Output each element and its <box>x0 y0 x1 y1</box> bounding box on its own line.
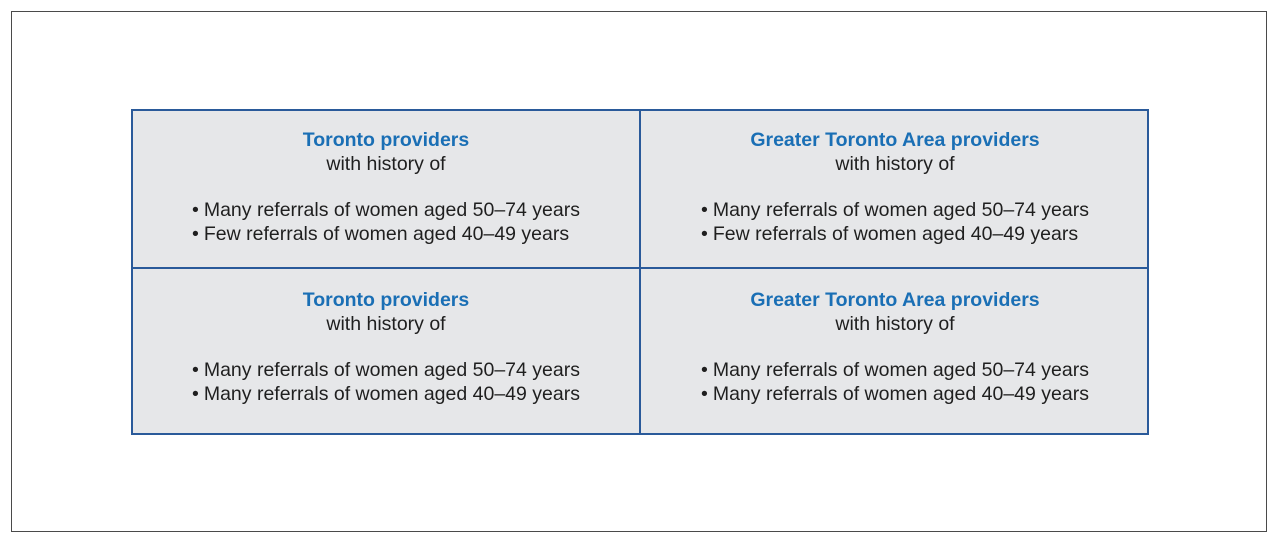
bullet-item: • Few referrals of women aged 40–49 years <box>192 222 580 246</box>
cell-title: Greater Toronto Area providers <box>750 129 1040 151</box>
bullet-item: • Many referrals of women aged 50–74 years <box>192 198 580 222</box>
bullet-item: • Many referrals of women aged 40–49 years <box>192 382 580 406</box>
bullet-list <box>192 198 580 246</box>
cell-subtitle: with history of <box>835 313 955 335</box>
cell-gta-many-40-49 <box>641 269 1149 433</box>
bullet-item: • Many referrals of women aged 50–74 years <box>701 198 1089 222</box>
cell-toronto-few-40-49 <box>133 111 641 269</box>
bullet-list <box>701 198 1089 246</box>
bullet-item: • Few referrals of women aged 40–49 years <box>701 222 1089 246</box>
bullet-item: • Many referrals of women aged 50–74 years <box>701 358 1089 382</box>
cell-subtitle: with history of <box>326 153 446 175</box>
bullet-item: • Many referrals of women aged 50–74 years <box>192 358 580 382</box>
bullet-item: • Many referrals of women aged 40–49 years <box>701 382 1089 406</box>
provider-grid <box>131 109 1149 435</box>
cell-title: Toronto providers <box>302 289 470 311</box>
cell-gta-few-40-49 <box>641 111 1149 269</box>
bullet-list <box>701 358 1089 406</box>
bullet-list <box>192 358 580 406</box>
cell-title: Greater Toronto Area providers <box>750 289 1040 311</box>
cell-toronto-many-40-49 <box>133 269 641 433</box>
cell-title: Toronto providers <box>302 129 470 151</box>
cell-subtitle: with history of <box>326 313 446 335</box>
cell-subtitle: with history of <box>835 153 955 175</box>
